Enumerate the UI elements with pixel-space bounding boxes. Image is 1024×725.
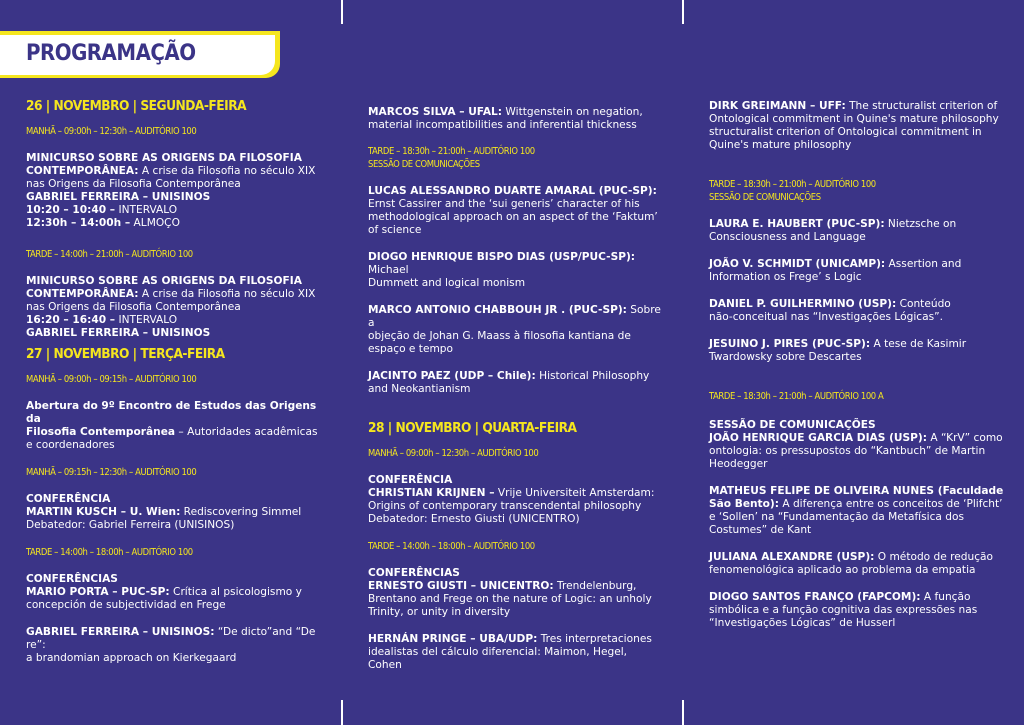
text-line: objeção de Johan G. Maass à filosofia kantiana de <box>368 330 631 342</box>
day-heading-26: 26 | NOVEMBRO | SEGUNDA-FEIRA <box>26 98 247 114</box>
text-line: 10:20 – 10:40 – INTERVALO <box>26 204 178 216</box>
text-line: Debatedor: Ernesto Giusti (UNICENTRO) <box>368 513 580 525</box>
day-heading-28: 28 | NOVEMBRO | QUARTA-FEIRA <box>368 420 577 436</box>
session-subtitle: SESSÃO DE COMUNICAÇÕES <box>368 159 480 170</box>
text-line: concepción de subjectividad en Frege <box>26 599 226 611</box>
session-time: TARDE – 14:00h – 18:00h – AUDITÓRIO 100 <box>26 547 193 558</box>
text-line: CONTEMPORÂNEA: A crise da Filosofia no século XIX <box>26 165 316 177</box>
text-line: Trinity, or unity in diversity <box>368 606 511 618</box>
schedule-block <box>26 626 326 665</box>
text-line: JOÃO HENRIQUE GARCIA DIAS (USP): A “KrV” como <box>709 432 1003 444</box>
column-3 <box>709 100 1009 644</box>
text-line: Costumes” de Kant <box>709 524 812 536</box>
text-line: methodological approach on an aspect of the ‘Faktum’ <box>368 211 658 223</box>
text-line: JACINTO PAEZ (UDP – Chile): Historical Philosophy <box>368 370 650 382</box>
text-line: LAURA E. HAUBERT (PUC-SP): Nietzsche on <box>709 218 957 230</box>
text-line: Filosofia Contemporânea – Autoridades acadêmicas <box>26 426 318 438</box>
session-time: TARDE – 18:30h – 21:00h – AUDITÓRIO 100 <box>368 146 535 157</box>
text-line: CONTEMPORÂNEA: A crise da Filosofia no século XIX <box>26 288 316 300</box>
text-line: São Bento): A diferença entre os conceitos de ‘Plifcht’ <box>709 498 1003 510</box>
text-line: GABRIEL FERREIRA – UNISINOS: “De dicto”and “De re”: <box>26 626 316 651</box>
schedule-block <box>368 106 668 132</box>
text-line: 12:30h – 14:00h – ALMOÇO <box>26 217 180 229</box>
text-line: MINICURSO SOBRE AS ORIGENS DA FILOSOFIA <box>26 275 302 287</box>
text-line: Abertura do 9º Encontro de Estudos das Origens da <box>26 400 317 425</box>
text-line: Information os Frege’ s Logic <box>709 271 862 283</box>
text-line: Heodegger <box>709 458 768 470</box>
text-line: a brandomian approach on Kierkegaard <box>26 652 237 664</box>
schedule-block <box>709 258 1009 284</box>
text-line: GABRIEL FERREIRA – UNISINOS <box>26 327 211 339</box>
text-line: ontologia: os pressupostos do “Kantbuch” de Martin <box>709 445 986 457</box>
text-line: GABRIEL FERREIRA – UNISINOS <box>26 191 211 203</box>
text-line: Dummett and logical monism <box>368 277 526 289</box>
text-line: JOÃO V. SCHMIDT (UNICAMP): Assertion and <box>709 258 962 270</box>
fold-mark-bottom-2 <box>682 700 684 725</box>
text-line: CONFERÊNCIAS <box>368 567 460 579</box>
column-1 <box>26 100 326 679</box>
schedule-block <box>368 633 668 672</box>
text-line: DIOGO SANTOS FRANÇO (FAPCOM): A função <box>709 591 971 603</box>
text-line: MATHEUS FELIPE DE OLIVEIRA NUNES (Faculdade <box>709 485 1004 497</box>
fold-mark-top-1 <box>341 0 343 24</box>
text-line: JULIANA ALEXANDRE (USP): O método de redução <box>709 551 994 563</box>
text-line: Quine's mature philosophy <box>709 139 852 151</box>
text-line: nas Origens da Filosofia Contemporânea <box>26 301 241 313</box>
text-line: CONFERÊNCIA <box>26 493 111 505</box>
text-line: CHRISTIAN KRIJNEN – Vrije Universiteit Amsterdam: <box>368 487 655 499</box>
text-line: MARCOS SILVA – UFAL: Wittgenstein on negation, <box>368 106 643 118</box>
text-line: simbólica e a função cognitiva das expressões nas <box>709 604 978 616</box>
schedule-block <box>709 419 1009 471</box>
session-time: MANHÃ – 09:00h – 09:15h – AUDITÓRIO 100 <box>26 374 197 385</box>
text-line: material incompatibilities and inferential thickness <box>368 119 637 131</box>
text-line: of science <box>368 224 422 236</box>
session-time: MANHÃ – 09:15h – 12:30h – AUDITÓRIO 100 <box>26 467 197 478</box>
text-line: Twardowsky sobre Descartes <box>709 351 862 363</box>
schedule-block <box>26 400 326 452</box>
day-heading-27: 27 | NOVEMBRO | TERÇA-FEIRA <box>26 346 225 362</box>
text-line: MARIO PORTA – PUC-SP: Crítica al psicologismo y <box>26 586 302 598</box>
schedule-block <box>709 100 1009 152</box>
session-time: TARDE – 18:30h – 21:00h – AUDITÓRIO 100 <box>709 179 876 190</box>
text-line: Brentano and Frege on the nature of Logic: an unholy <box>368 593 652 605</box>
column-2 <box>368 106 668 686</box>
page-title: PROGRAMAÇÃO <box>26 41 196 66</box>
schedule-block <box>709 485 1009 537</box>
session-time: MANHÃ – 09:00h – 12:30h – AUDITÓRIO 100 <box>26 126 197 137</box>
schedule-block <box>368 304 668 356</box>
text-line: Ontological commitment in Quine's mature philosophy <box>709 113 999 125</box>
session-time: TARDE – 18:30h – 21:00h – AUDITÓRIO 100 A <box>709 391 884 402</box>
text-line: e coordenadores <box>26 439 115 451</box>
session-time: TARDE – 14:00h – 21:00h – AUDITÓRIO 100 <box>26 249 193 260</box>
schedule-block <box>709 338 1009 364</box>
text-line: Consciousness and Language <box>709 231 866 243</box>
text-line: 16:20 – 16:40 – INTERVALO <box>26 314 178 326</box>
text-line: DANIEL P. GUILHERMINO (USP): Conteúdo <box>709 298 951 310</box>
text-line: and Neokantianism <box>368 383 471 395</box>
text-line: idealistas del cálculo diferencial: Maimon, Hegel, <box>368 646 628 658</box>
text-line: LUCAS ALESSANDRO DUARTE AMARAL (PUC-SP): <box>368 185 657 197</box>
schedule-block <box>26 275 326 340</box>
text-line: structuralist criterion of Ontological commitment in <box>709 126 982 138</box>
text-line: Debatedor: Gabriel Ferreira (UNISINOS) <box>26 519 235 531</box>
schedule-block <box>26 152 326 230</box>
schedule-block <box>26 493 326 532</box>
session-time: TARDE – 14:00h – 18:00h – AUDITÓRIO 100 <box>368 541 535 552</box>
schedule-block <box>709 298 1009 324</box>
text-line: nas Origens da Filosofia Contemporânea <box>26 178 241 190</box>
text-line: fenomenológica aplicado ao problema da empatia <box>709 564 976 576</box>
schedule-block <box>26 573 326 612</box>
schedule-block <box>368 185 668 237</box>
text-line: não-conceitual nas “Investigações Lógicas”. <box>709 311 943 323</box>
text-line: Ernst Cassirer and the ‘sui generis’ character of his <box>368 198 640 210</box>
schedule-block <box>368 567 668 619</box>
session-subtitle: SESSÃO DE COMUNICAÇÕES <box>709 192 821 203</box>
text-line: HERNÁN PRINGE – UBA/UDP: Tres interpretaciones <box>368 633 652 645</box>
text-line: Origins of contemporary transcendental philosophy <box>368 500 642 512</box>
text-line: SESSÃO DE COMUNICAÇÕES <box>709 419 876 431</box>
text-line: DIRK GREIMANN – UFF: The structuralist criterion of <box>709 100 998 112</box>
text-line: MARTIN KUSCH – U. Wien: Rediscovering Simmel <box>26 506 302 518</box>
schedule-block <box>368 251 668 290</box>
fold-mark-top-2 <box>682 0 684 24</box>
text-line: e ‘Sollen’ na “Fundamentação da Metafísica dos <box>709 511 964 523</box>
text-line: espaço e tempo <box>368 343 454 355</box>
schedule-block <box>709 218 1009 244</box>
text-line: JESUINO J. PIRES (PUC-SP): A tese de Kasimir <box>709 338 967 350</box>
schedule-block <box>368 474 668 526</box>
schedule-block <box>709 591 1009 630</box>
text-line: “Investigações Lógicas” de Husserl <box>709 617 896 629</box>
text-line: DIOGO HENRIQUE BISPO DIAS (USP/PUC-SP): Michael <box>368 251 636 276</box>
text-line: MINICURSO SOBRE AS ORIGENS DA FILOSOFIA <box>26 152 302 164</box>
text-line: Cohen <box>368 659 402 671</box>
text-line: CONFERÊNCIAS <box>26 573 118 585</box>
text-line: MARCO ANTONIO CHABBOUH JR . (PUC-SP): Sobre a <box>368 304 661 329</box>
text-line: ERNESTO GIUSTI – UNICENTRO: Trendelenburg, <box>368 580 637 592</box>
session-time: MANHÃ – 09:00h – 12:30h – AUDITÓRIO 100 <box>368 448 539 459</box>
schedule-block <box>368 370 668 396</box>
schedule-block <box>709 551 1009 577</box>
text-line: CONFERÊNCIA <box>368 474 453 486</box>
fold-mark-bottom-1 <box>341 700 343 725</box>
